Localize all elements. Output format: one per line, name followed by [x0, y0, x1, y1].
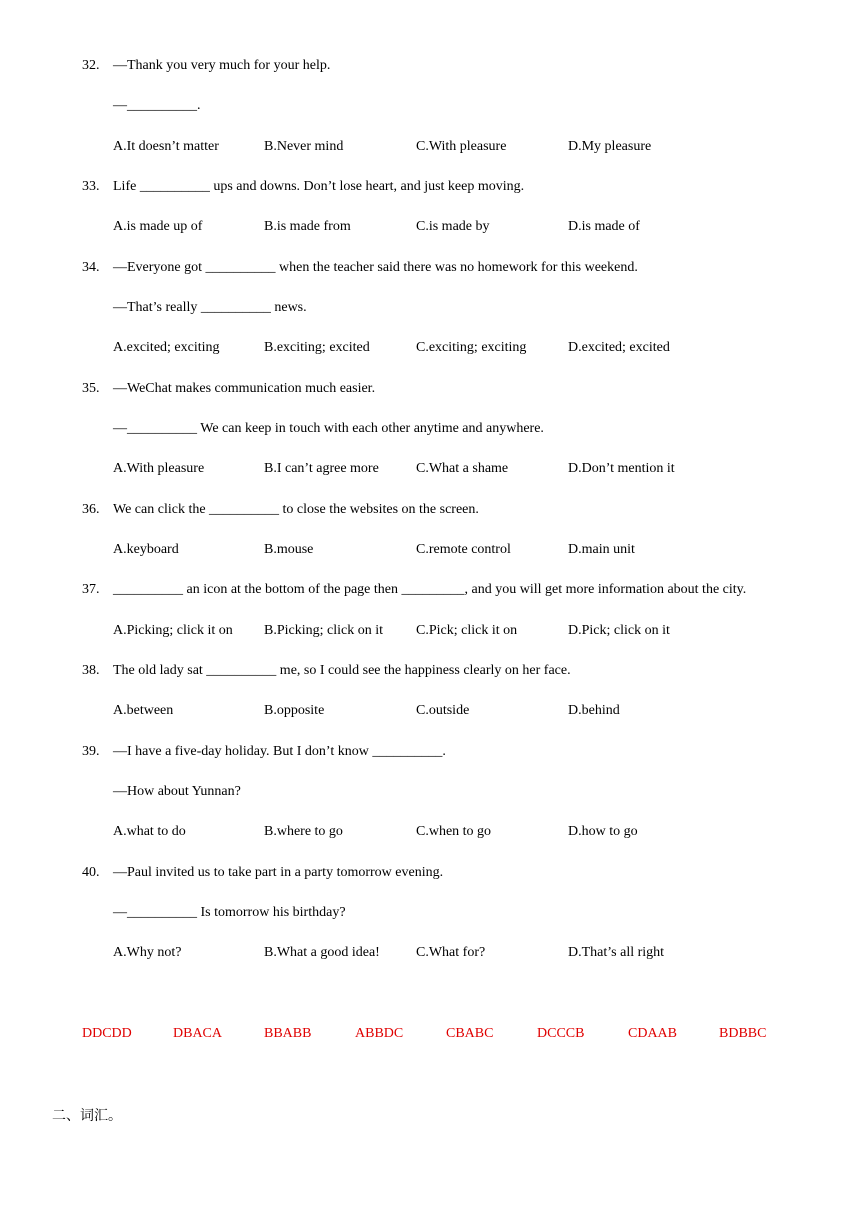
answer-group: DBACA [173, 1026, 223, 1041]
option-a: A.Picking; click it on [113, 623, 233, 638]
option-a: A.Why not? [113, 945, 182, 960]
answer-group: DDCDD [82, 1026, 132, 1041]
option-c: C.is made by [416, 219, 490, 234]
option-b: B.mouse [264, 542, 314, 557]
option-c: C.With pleasure [416, 139, 507, 154]
answer-group: CDAAB [628, 1026, 678, 1041]
question-text: —How about Yunnan? [113, 784, 241, 799]
question-number: 38. [82, 663, 100, 678]
question-text: —Everyone got __________ when the teacher said there was no homework for this weekend. [113, 260, 638, 275]
question-number: 35. [82, 381, 100, 396]
option-c: C.What for? [416, 945, 486, 960]
option-b: B.Never mind [264, 139, 344, 154]
question-text: We can click the __________ to close the websites on the screen. [113, 502, 479, 517]
option-d: D.main unit [568, 542, 635, 557]
question-text: —Thank you very much for your help. [113, 58, 331, 73]
answer-group: BBABB [264, 1026, 312, 1041]
question-text: —That’s really __________ news. [113, 300, 307, 315]
question-text: —__________. [113, 98, 201, 113]
question-text: —I have a five-day holiday. But I don’t know __________. [113, 744, 446, 759]
option-a: A.excited; exciting [113, 340, 220, 355]
answer-group: DCCCB [537, 1026, 585, 1041]
option-d: D.is made of [568, 219, 640, 234]
option-b: B.What a good idea! [264, 945, 380, 960]
question-text: The old lady sat __________ me, so I could see the happiness clearly on her face. [113, 663, 571, 678]
option-d: D.Pick; click on it [568, 623, 670, 638]
option-c: C.when to go [416, 824, 492, 839]
option-c: C.Pick; click it on [416, 623, 518, 638]
question-number: 40. [82, 865, 100, 880]
question-number: 33. [82, 179, 100, 194]
option-d: D.That’s all right [568, 945, 665, 960]
question-text: —__________ Is tomorrow his birthday? [113, 905, 346, 920]
option-b: B.Picking; click on it [264, 623, 383, 638]
option-b: B.where to go [264, 824, 343, 839]
option-d: D.behind [568, 703, 620, 718]
question-number: 37. [82, 582, 100, 597]
option-a: A.between [113, 703, 174, 718]
option-b: B.I can’t agree more [264, 461, 379, 476]
answer-group: ABBDC [355, 1026, 404, 1041]
option-a: A.It doesn’t matter [113, 139, 219, 154]
option-c: C.outside [416, 703, 470, 718]
question-text: —WeChat makes communication much easier. [113, 381, 376, 396]
question-text: Life __________ ups and downs. Don’t lose heart, and just keep moving. [113, 179, 525, 194]
question-text: —Paul invited us to take part in a party tomorrow evening. [113, 865, 444, 880]
question-number: 32. [82, 58, 100, 73]
option-b: B.exciting; excited [264, 340, 370, 355]
option-b: B.opposite [264, 703, 325, 718]
option-a: A.what to do [113, 824, 186, 839]
option-d: D.Don’t mention it [568, 461, 675, 476]
question-number: 36. [82, 502, 100, 517]
option-a: A.With pleasure [113, 461, 205, 476]
question-number: 34. [82, 260, 100, 275]
question-text: __________ an icon at the bottom of the page then _________, and you will get more information about the city. [113, 582, 747, 597]
option-d: D.how to go [568, 824, 638, 839]
answer-group: CBABC [446, 1026, 494, 1041]
question-number: 39. [82, 744, 100, 759]
option-c: C.exciting; exciting [416, 340, 527, 355]
option-d: D.My pleasure [568, 139, 652, 154]
option-d: D.excited; excited [568, 340, 670, 355]
answer-group: BDBBC [719, 1026, 767, 1041]
option-a: A.is made up of [113, 219, 203, 234]
option-b: B.is made from [264, 219, 351, 234]
option-a: A.keyboard [113, 542, 179, 557]
question-text: —__________ We can keep in touch with each other anytime and anywhere. [113, 421, 544, 436]
section-heading: 二、词汇。 [52, 1108, 122, 1124]
option-c: C.remote control [416, 542, 511, 557]
option-c: C.What a shame [416, 461, 509, 476]
